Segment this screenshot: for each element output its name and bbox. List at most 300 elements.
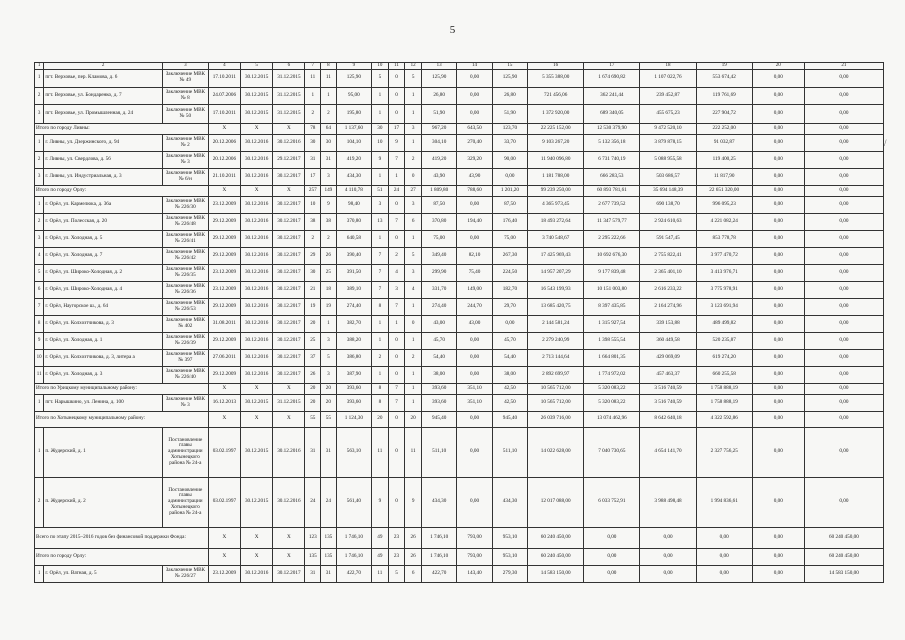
table-cell: 20 — [372, 411, 389, 427]
table-cell: 0,00 — [457, 427, 492, 477]
table-cell: 123,70 — [492, 123, 527, 134]
table-cell: 7 — [372, 264, 389, 281]
table-cell: X — [208, 185, 240, 196]
table-cell: 0,00 — [804, 247, 883, 264]
table-cell: 1 — [321, 87, 337, 104]
table-cell: 3 988 498,48 — [640, 477, 696, 527]
table-cell: 26 — [305, 366, 321, 383]
table-cell: 31 — [321, 151, 337, 168]
column-number-row — [35, 63, 884, 70]
table-cell: 30.12.2016 — [240, 196, 272, 213]
table-cell: 20 — [305, 394, 321, 411]
table-cell: 9 103 267,20 — [528, 134, 584, 151]
table-cell: 35 694 148,39 — [640, 185, 696, 196]
table-cell: 13 — [372, 213, 389, 230]
table-total-row — [35, 527, 884, 548]
table-cell: 98,40 — [336, 196, 371, 213]
table-cell: 30.12.2016 — [240, 213, 272, 230]
table-cell: 2 — [405, 151, 422, 168]
table-cell: 2 279 240,99 — [528, 332, 584, 349]
table-cell: 3 — [372, 196, 389, 213]
table-cell: 4 — [405, 281, 422, 298]
column-number: 1 — [35, 63, 44, 70]
table-cell: 434,30 — [421, 477, 456, 527]
table-cell: 30.12.2016 — [240, 332, 272, 349]
table-cell: 274,40 — [421, 298, 456, 315]
table-cell: 2 144 581,24 — [528, 315, 584, 332]
table-cell: 3 — [388, 281, 405, 298]
table-cell: 3 — [35, 104, 44, 123]
table-cell: 455 675,23 — [640, 104, 696, 123]
table-cell: 104,10 — [336, 134, 371, 151]
document-table-wrapper — [34, 62, 884, 583]
table-cell: X — [240, 527, 272, 548]
table-cell: 7 — [372, 247, 389, 264]
table-cell: 195,80 — [336, 104, 371, 123]
table-cell: 244,70 — [457, 298, 492, 315]
table-cell: 14 022 628,00 — [528, 427, 584, 477]
table-cell: 619 274,20 — [696, 349, 752, 366]
table-cell: 1 124,30 — [336, 411, 371, 427]
table-cell: 8 — [372, 298, 389, 315]
table-cell: 3 — [35, 230, 44, 247]
table-cell: 0,00 — [457, 477, 492, 527]
table-row — [35, 332, 884, 349]
table-cell: 9 472 520,10 — [640, 123, 696, 134]
table-cell: 11 347 579,77 — [584, 213, 640, 230]
table-cell: 2 164 274,96 — [640, 298, 696, 315]
table-cell: 21 — [305, 281, 321, 298]
table-cell: 3 — [321, 366, 337, 383]
table-cell: 19 — [305, 298, 321, 315]
table-cell: 43,00 — [457, 315, 492, 332]
table-cell: 30.12.2016 — [240, 315, 272, 332]
table-cell: 1 — [372, 87, 389, 104]
table-cell: 2 — [35, 477, 44, 527]
column-number: 14 — [457, 63, 492, 70]
table-cell: 0,00 — [804, 151, 883, 168]
column-number: 15 — [492, 63, 527, 70]
table-cell: 23 — [388, 548, 405, 565]
table-cell: 5 — [388, 565, 405, 582]
table-cell: 1 674 690,82 — [584, 69, 640, 87]
table-row — [35, 104, 884, 123]
table-cell: Итого по городу Ливны: — [35, 123, 209, 134]
table-row — [35, 366, 884, 383]
table-cell: 329,20 — [457, 151, 492, 168]
table-cell: 30.12.2017 — [273, 281, 305, 298]
table-cell: 23.12.2009 — [208, 281, 240, 298]
table-cell: 257 — [305, 185, 321, 196]
table-cell: 422,70 — [421, 565, 456, 582]
table-cell: 45,70 — [492, 332, 527, 349]
column-number: 13 — [421, 63, 456, 70]
table-cell: 434,30 — [336, 168, 371, 185]
table-cell: 4 221 082,24 — [696, 213, 752, 230]
table-cell: 5 — [405, 69, 422, 87]
table-cell: 561,40 — [336, 477, 371, 527]
table-cell: 17 — [388, 123, 405, 134]
table-cell: пгт. Верховье, пер. Кламова, д. 6 — [44, 69, 163, 87]
table-cell: 3 — [321, 332, 337, 349]
table-cell: 43,00 — [421, 315, 456, 332]
table-cell: X — [240, 185, 272, 196]
table-cell: 19 — [321, 298, 337, 315]
table-cell: 135 — [305, 548, 321, 565]
table-cell: 10 — [372, 134, 389, 151]
table-cell: 0,00 — [457, 196, 492, 213]
table-cell: 393,60 — [421, 394, 456, 411]
table-cell: 31 — [305, 565, 321, 582]
table-cell: 30.12.2015 — [240, 477, 272, 527]
table-cell: 135 — [321, 548, 337, 565]
table-cell: 29.12.2009 — [208, 247, 240, 264]
column-number: 9 — [336, 63, 371, 70]
table-cell: 3 740 548,67 — [528, 230, 584, 247]
table-cell: 1 — [405, 394, 422, 411]
table-cell: 0 — [388, 349, 405, 366]
table-cell: 0,00 — [752, 427, 804, 477]
table-cell: 16.12.2013 — [208, 394, 240, 411]
table-cell: 8 642 640,18 — [640, 411, 696, 427]
table-cell: п. Жудерский, д. 2 — [44, 477, 163, 527]
table-cell: 5 — [35, 264, 44, 281]
table-cell: 8 — [35, 315, 44, 332]
table-cell: 1 107 022,76 — [640, 69, 696, 87]
table-cell: 31.12.2015 — [273, 394, 305, 411]
table-cell: 30.12.2016 — [240, 366, 272, 383]
table-cell: X — [208, 123, 240, 134]
margin-mark-dot: · — [882, 108, 885, 118]
table-cell: 0 — [388, 104, 405, 123]
table-cell: 31 — [305, 151, 321, 168]
table-cell: 503 686,57 — [640, 168, 696, 185]
column-number: 11 — [388, 63, 405, 70]
table-cell: 1 — [35, 196, 44, 213]
table-cell: 31.12.2015 — [273, 104, 305, 123]
table-cell: 14 583 150,00 — [804, 565, 883, 582]
table-cell: 30.12.2017 — [273, 366, 305, 383]
table-row — [35, 196, 884, 213]
table-cell: 03.02.1997 — [208, 477, 240, 527]
table-cell: X — [273, 548, 305, 565]
table-cell: пгт. Верховье, ул. Бондаренко, д. 7 — [44, 87, 163, 104]
table-cell: 0 — [388, 230, 405, 247]
table-cell: 4 — [388, 264, 405, 281]
table-cell: 2 — [35, 151, 44, 168]
table-row — [35, 298, 884, 315]
table-cell: Заключение МВК № 226/48 — [162, 213, 208, 230]
table-cell: 1 — [35, 394, 44, 411]
table-cell: 3 977 470,72 — [696, 247, 752, 264]
table-cell: 30 — [305, 134, 321, 151]
table-cell: 43,90 — [421, 168, 456, 185]
table-cell: 1 746,10 — [421, 548, 456, 565]
table-cell: Заключение МВК № 226/30 — [162, 196, 208, 213]
table-cell: 29.12.2017 — [273, 151, 305, 168]
table-cell: 382,70 — [336, 315, 371, 332]
table-cell: X — [208, 548, 240, 565]
table-cell: 1 398 555,54 — [584, 332, 640, 349]
table-cell: 1 746,10 — [336, 527, 371, 548]
table-cell: 0,00 — [752, 548, 804, 565]
table-cell: 1 — [305, 87, 321, 104]
table-cell: 9 — [372, 477, 389, 527]
table-cell: 0,00 — [804, 411, 883, 427]
table-cell: 304,10 — [421, 134, 456, 151]
table-cell: 31 — [321, 565, 337, 582]
table-cell: 8 — [372, 383, 389, 394]
table-cell: 0,00 — [492, 168, 527, 185]
table-cell: 11 — [405, 427, 422, 477]
table-cell: 788,60 — [457, 185, 492, 196]
table-cell: 23 — [388, 527, 405, 548]
table-cell: 0,00 — [457, 366, 492, 383]
table-cell: 3 413 976,71 — [696, 264, 752, 281]
table-cell: 793,00 — [457, 527, 492, 548]
table-cell: 1 — [405, 332, 422, 349]
margin-mark-slash: / — [884, 138, 887, 148]
page-number: 5 — [449, 24, 456, 36]
table-cell: 194,40 — [457, 213, 492, 230]
table-cell: 26 — [321, 247, 337, 264]
table-cell: 1 — [372, 332, 389, 349]
table-cell: 2 — [305, 104, 321, 123]
table-cell: 30.12.2016 — [240, 349, 272, 366]
table-cell: 29.12.2009 — [208, 332, 240, 349]
table-cell: 26 — [405, 548, 422, 565]
table-row — [35, 315, 884, 332]
table-cell: Заключение МВК № 226/40 — [162, 366, 208, 383]
table-cell: 511,10 — [421, 427, 456, 477]
table-cell: X — [273, 411, 305, 427]
table-cell: 0,00 — [804, 123, 883, 134]
table-cell: 3 516 740,59 — [640, 383, 696, 394]
table-cell: 351,10 — [457, 383, 492, 394]
table-cell: 1 201,20 — [492, 185, 527, 196]
table-cell: 0,00 — [457, 349, 492, 366]
table-cell: 30.12.2016 — [240, 264, 272, 281]
table-cell: 419,20 — [421, 151, 456, 168]
table-cell: 7 — [388, 298, 405, 315]
table-cell: X — [273, 527, 305, 548]
column-number: 5 — [240, 63, 272, 70]
table-cell: 2 — [305, 230, 321, 247]
table-cell: 5 — [405, 247, 422, 264]
table-cell: 20 — [405, 411, 422, 427]
table-cell: 0,00 — [804, 477, 883, 527]
table-cell: 370,80 — [421, 213, 456, 230]
table-cell: 3 — [405, 123, 422, 134]
table-cell: 1 — [388, 168, 405, 185]
table-cell: X — [240, 123, 272, 134]
table-cell: 125,90 — [336, 69, 371, 87]
table-cell: 360 449,58 — [640, 332, 696, 349]
table-cell: 1 — [35, 134, 44, 151]
table-cell: 5 088 955,58 — [640, 151, 696, 168]
table-cell: 0,00 — [804, 134, 883, 151]
table-cell: 30.12.2017 — [273, 196, 305, 213]
table-cell: 3 879 878,15 — [640, 134, 696, 151]
table-cell: Заключение МВК № 226/27 — [162, 565, 208, 582]
table-cell: 30.12.2015 — [240, 427, 272, 477]
table-cell: г. Орёл, ул. Ватная, д. 5 — [44, 565, 163, 582]
table-cell: 2 924 610,63 — [640, 213, 696, 230]
table-cell: 149,00 — [457, 281, 492, 298]
table-cell: 563,10 — [336, 427, 371, 477]
table-cell: 0,00 — [457, 69, 492, 87]
table-cell: 14 957 207,29 — [528, 264, 584, 281]
table-cell: 30.12.2015 — [240, 104, 272, 123]
table-cell: 2 — [35, 87, 44, 104]
table-cell: 30.12.2017 — [273, 565, 305, 582]
table-cell: 0,00 — [492, 315, 527, 332]
table-cell: Заключение МВК № 50 — [162, 104, 208, 123]
table-cell: 362 241,44 — [584, 87, 640, 104]
table-cell: Заключение МВК № 226/36 — [162, 281, 208, 298]
table-cell: 31 — [305, 427, 321, 477]
housing-relocation-table — [34, 62, 884, 583]
table-cell: 0,00 — [752, 477, 804, 527]
table-cell: 14 583 150,00 — [528, 565, 584, 582]
table-cell: 31 — [321, 427, 337, 477]
table-cell: Итого по Урицкому муниципальному району: — [35, 383, 209, 394]
table-cell: 5 320 083,22 — [584, 394, 640, 411]
table-cell: 55 — [321, 411, 337, 427]
table-cell: 30.12.2017 — [273, 349, 305, 366]
table-row — [35, 477, 884, 527]
table-cell: 0,00 — [804, 69, 883, 87]
table-row — [35, 69, 884, 87]
table-cell: 30.12.2015 — [240, 87, 272, 104]
table-cell: 1 — [35, 427, 44, 477]
column-number: 20 — [752, 63, 804, 70]
table-cell: 3 775 978,91 — [696, 281, 752, 298]
table-cell: 7 — [388, 213, 405, 230]
table-cell: 7 — [388, 383, 405, 394]
table-row — [35, 134, 884, 151]
table-cell: 953,10 — [492, 548, 527, 565]
table-cell: 30.12.2017 — [273, 298, 305, 315]
table-cell: 38,00 — [492, 366, 527, 383]
table-cell: 16 543 199,93 — [528, 281, 584, 298]
table-cell: 30.12.2015 — [240, 69, 272, 87]
table-cell: 0 — [388, 196, 405, 213]
table-cell: 31.12.2015 — [273, 87, 305, 104]
table-cell: 87,50 — [492, 196, 527, 213]
table-cell: 270,40 — [457, 134, 492, 151]
column-number: 2 — [44, 63, 163, 70]
table-cell: 1 137,60 — [336, 123, 371, 134]
table-cell: 0,00 — [752, 87, 804, 104]
table-cell: 0,00 — [584, 527, 640, 548]
table-cell: 489 499,82 — [696, 315, 752, 332]
table-cell: 23.12.2009 — [208, 565, 240, 582]
table-cell: г. Орёл, ул. Колхозтчикова, д. 3, литера а — [44, 349, 163, 366]
table-cell: 0,00 — [752, 230, 804, 247]
table-cell: 267,30 — [492, 247, 527, 264]
table-cell: 0,00 — [804, 366, 883, 383]
table-row — [35, 264, 884, 281]
table-cell: 9 — [372, 151, 389, 168]
table-cell: 30 — [372, 123, 389, 134]
table-cell: 1 — [372, 315, 389, 332]
table-cell: 1 — [405, 366, 422, 383]
table-cell: 23.12.2009 — [208, 264, 240, 281]
table-cell: г. Орёл, ул. Холодная, д. 3 — [44, 366, 163, 383]
column-number: 18 — [640, 63, 696, 70]
table-cell: 1 774 972,02 — [584, 366, 640, 383]
table-cell: 30.12.2016 — [273, 427, 305, 477]
table-cell: 45,70 — [421, 332, 456, 349]
table-cell: 24 — [305, 477, 321, 527]
table-cell: 0,00 — [457, 230, 492, 247]
table-total-row — [35, 411, 884, 427]
table-cell: 12 530 379,90 — [584, 123, 640, 134]
table-cell: 1 — [372, 366, 389, 383]
table-cell: г. Ливны, ул. Дзержинского, д. 94 — [44, 134, 163, 151]
table-cell: 520 235,87 — [696, 332, 752, 349]
table-cell: 38 — [321, 213, 337, 230]
table-cell: 60 240 450,00 — [804, 548, 883, 565]
table-cell: Постановление главы администрации Хотынецкого района № 24-а — [162, 427, 208, 477]
table-cell: 0,00 — [804, 394, 883, 411]
table-cell: 30.12.2017 — [273, 264, 305, 281]
table-cell: 1 — [405, 134, 422, 151]
table-cell: 125,90 — [421, 69, 456, 87]
table-cell: 64 — [321, 123, 337, 134]
table-row — [35, 565, 884, 582]
table-cell: 0 — [388, 69, 405, 87]
table-cell: 945,40 — [421, 411, 456, 427]
table-cell: 953,10 — [492, 527, 527, 548]
table-cell: 1 — [372, 168, 389, 185]
table-cell: 0 — [388, 411, 405, 427]
table-cell: 996 095,23 — [696, 196, 752, 213]
table-cell: Итого по Хотынецкому муниципальному району: — [35, 411, 209, 427]
table-cell: 75,00 — [492, 230, 527, 247]
table-cell: 13 074 462,96 — [584, 411, 640, 427]
table-cell: 43,90 — [457, 168, 492, 185]
table-cell: г. Орёл, ул. Кармелюка, д. 36а — [44, 196, 163, 213]
table-cell: 33,70 — [492, 134, 527, 151]
table-cell: 0,00 — [752, 151, 804, 168]
table-cell: 91 032,87 — [696, 134, 752, 151]
table-row — [35, 281, 884, 298]
table-cell: 13 685 420,75 — [528, 298, 584, 315]
table-cell: 0,00 — [640, 548, 696, 565]
table-cell: 29.12.2009 — [208, 366, 240, 383]
table-cell: 393,60 — [336, 394, 371, 411]
table-row — [35, 349, 884, 366]
table-cell: 0,00 — [804, 315, 883, 332]
table-cell: 666 283,53 — [584, 168, 640, 185]
table-cell: 49 — [372, 527, 389, 548]
table-cell: 331,70 — [421, 281, 456, 298]
table-cell: 9 — [321, 196, 337, 213]
table-cell: 299,90 — [421, 264, 456, 281]
table-cell: 1 — [405, 104, 422, 123]
table-cell: 721 456,06 — [528, 87, 584, 104]
table-cell: 643,50 — [457, 123, 492, 134]
table-cell: 1 664 801,35 — [584, 349, 640, 366]
table-cell: 1 — [388, 315, 405, 332]
table-cell: 3 123 691,94 — [696, 298, 752, 315]
table-cell: 0,00 — [752, 281, 804, 298]
table-cell: 0 — [388, 477, 405, 527]
table-cell: 0,00 — [804, 168, 883, 185]
table-cell: 0,00 — [804, 383, 883, 394]
